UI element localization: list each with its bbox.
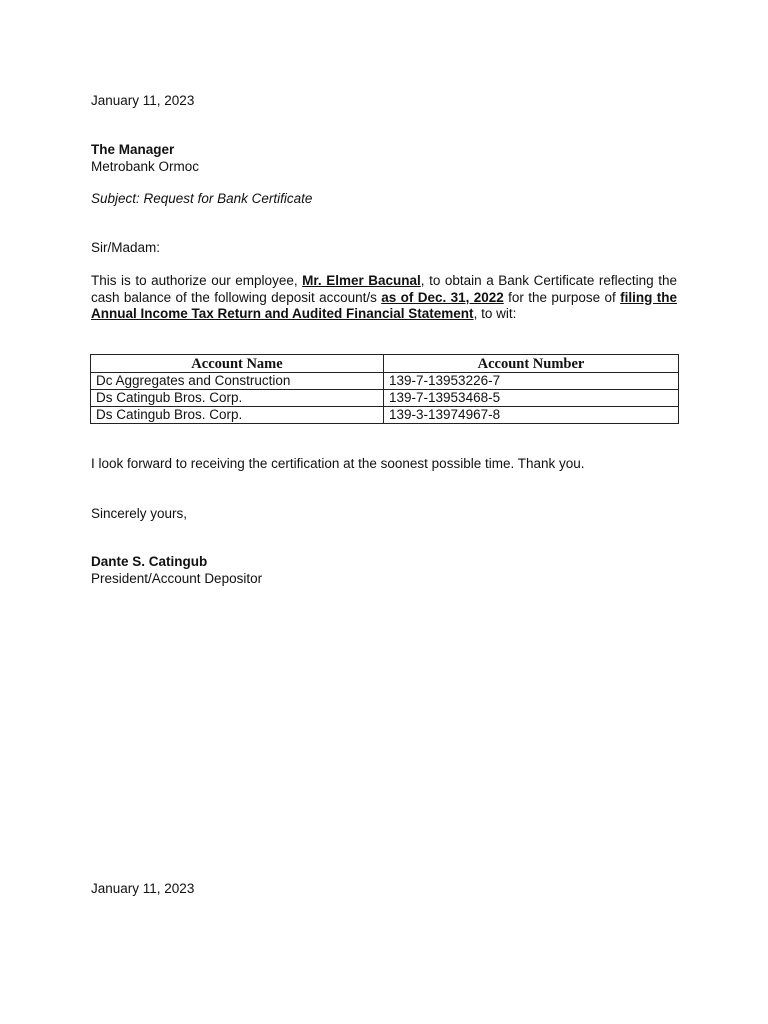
paragraph-text: This is to authorize our employee,: [91, 273, 303, 288]
footer-date: January 11, 2023: [91, 881, 195, 896]
table-row: [91, 407, 679, 424]
valediction: Sincerely yours,: [91, 506, 188, 521]
signer-name: Dante S. Catingub: [91, 554, 208, 569]
account-name-cell: Ds Catingub Bros. Corp.: [91, 407, 384, 424]
accounts-table: [90, 354, 679, 424]
letter-date: January 11, 2023: [91, 93, 195, 108]
table-row: [91, 373, 679, 390]
account-number-cell: 139-7-13953468-5: [384, 390, 679, 407]
table-header-row: [91, 355, 679, 373]
recipient-organization: Metrobank Ormoc: [91, 159, 200, 174]
paragraph-text: , to wit:: [473, 306, 517, 321]
account-number-cell: 139-3-13974967-8: [384, 407, 679, 424]
employee-name: Mr. Elmer Bacunal: [302, 273, 421, 288]
column-header-account-name: Account Name: [91, 355, 384, 373]
column-header-account-number: Account Number: [384, 355, 679, 373]
authorization-paragraph: [91, 273, 677, 323]
closing-text: I look forward to receiving the certification at the soonest possible time. Thank you.: [91, 456, 585, 471]
account-name-cell: Ds Catingub Bros. Corp.: [91, 390, 384, 407]
account-name-cell: Dc Aggregates and Construction: [91, 373, 384, 390]
salutation: Sir/Madam:: [91, 240, 161, 255]
paragraph-text: for the purpose of: [503, 289, 621, 305]
purpose-text: filing the Annual Income Tax Return and Audited Financial Statement: [91, 289, 677, 321]
recipient-title: The Manager: [91, 142, 175, 157]
balance-date: as of Dec. 31, 2022: [381, 289, 504, 305]
paragraph-text: , to obtain a Bank Certificate reflecting the cash balance of the following deposit account/s: [91, 273, 677, 305]
table-row: [91, 390, 679, 407]
signer-title: President/Account Depositor: [91, 571, 263, 586]
account-number-cell: 139-7-13953226-7: [384, 373, 679, 390]
subject-line: Subject: Request for Bank Certificate: [91, 191, 313, 206]
